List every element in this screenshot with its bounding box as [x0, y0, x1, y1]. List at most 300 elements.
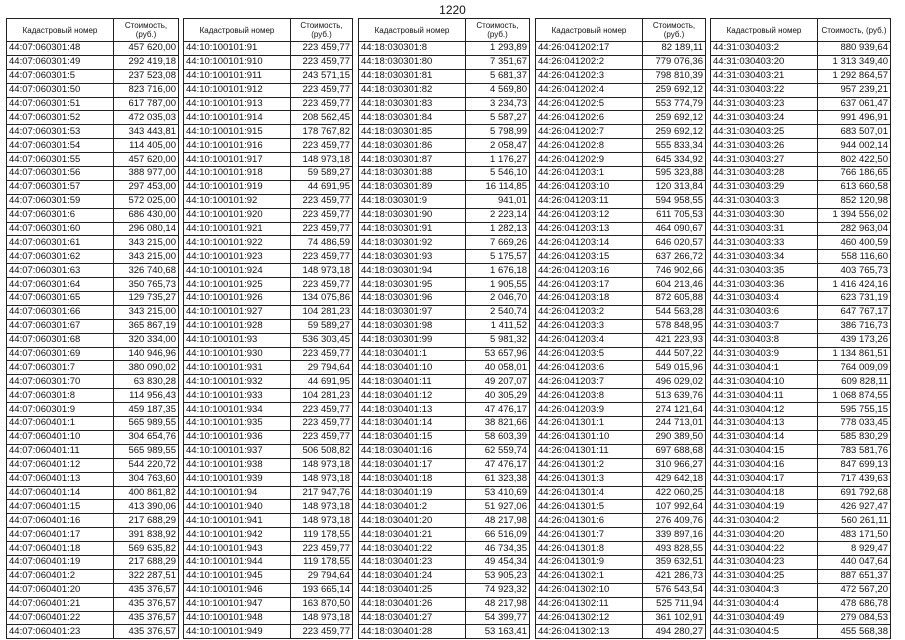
cadastral-number-cell: 44:31:030403:34: [711, 250, 818, 264]
cost-cell: 585 830,29: [818, 430, 891, 444]
cadastral-number-cell: 44:31:030403:21: [711, 69, 818, 83]
table-row: [184, 194, 353, 208]
table-row: [536, 167, 706, 181]
cadastral-number-cell: 44:10:100101:946: [184, 583, 291, 597]
cadastral-number-cell: 44:10:100101:921: [184, 222, 291, 236]
table-row: [184, 250, 353, 264]
cadastral-number-cell: 44:18:030401:12: [359, 389, 466, 403]
table-row: [711, 167, 891, 181]
cadastral-number-cell: 44:10:100101:910: [184, 55, 291, 69]
cost-cell: 148 973,18: [291, 153, 353, 167]
cadastral-number-cell: 44:31:030403:27: [711, 153, 818, 167]
table-row: [359, 514, 530, 528]
cost-cell: 276 409,76: [643, 514, 706, 528]
table-row: [711, 319, 891, 333]
table-row: [359, 305, 530, 319]
cadastral-number-cell: 44:26:041203:6: [536, 361, 643, 375]
cost-cell: 1 394 556,02: [818, 208, 891, 222]
cadastral-number-cell: 44:31:030403:24: [711, 111, 818, 125]
cadastral-number-cell: 44:10:100101:931: [184, 361, 291, 375]
cost-cell: 2 223,14: [466, 208, 530, 222]
cost-cell: 457 620,00: [114, 153, 179, 167]
cadastral-number-cell: 44:31:030403:8: [711, 333, 818, 347]
table-row: [7, 486, 179, 500]
cadastral-number-cell: 44:18:030401:17: [359, 458, 466, 472]
table-row: [7, 139, 179, 153]
cadastral-number-cell: 44:31:030403:4: [711, 292, 818, 306]
cadastral-number-cell: 44:31:030404:13: [711, 417, 818, 431]
table-row: [711, 555, 891, 569]
cadastral-number-cell: 44:31:030403:26: [711, 139, 818, 153]
cost-cell: 343 215,00: [114, 305, 179, 319]
cadastral-number-cell: 44:07:060301:54: [7, 139, 114, 153]
cost-cell: 421 223,93: [643, 333, 706, 347]
table-row: [359, 319, 530, 333]
table-row: [7, 625, 179, 639]
cadastral-number-cell: 44:07:060401:19: [7, 555, 114, 569]
cost-cell: 686 430,00: [114, 208, 179, 222]
cadastral-number-cell: 44:26:041302:12: [536, 611, 643, 625]
cadastral-number-cell: 44:31:030404:25: [711, 569, 818, 583]
table-row: [711, 236, 891, 250]
cadastral-number-cell: 44:26:041301:1: [536, 417, 643, 431]
cadastral-number-cell: 44:07:060401:18: [7, 542, 114, 556]
cost-cell: 148 973,18: [291, 472, 353, 486]
cadastral-number-cell: 44:07:060401:10: [7, 430, 114, 444]
cadastral-number-cell: 44:18:030401:23: [359, 555, 466, 569]
cost-cell: 455 568,38: [818, 625, 891, 639]
table-row: [359, 403, 530, 417]
table-row: [711, 583, 891, 597]
cost-cell: 343 443,81: [114, 125, 179, 139]
cost-cell: 1 293,89: [466, 42, 530, 56]
cost-cell: 223 459,77: [291, 208, 353, 222]
header-cadastral-number: Кадастровый номер: [711, 19, 818, 42]
table-row: [359, 83, 530, 97]
table-header-row: [359, 19, 530, 42]
table-row: [359, 347, 530, 361]
cadastral-number-cell: 44:18:030401:1: [359, 347, 466, 361]
table-row: [7, 417, 179, 431]
cost-cell: 565 989,55: [114, 417, 179, 431]
cost-cell: 558 116,60: [818, 250, 891, 264]
cost-cell: 217 688,29: [114, 514, 179, 528]
table-row: [359, 55, 530, 69]
cost-cell: 941,01: [466, 194, 530, 208]
table-row: [359, 236, 530, 250]
table-row: [536, 250, 706, 264]
table-row: [711, 611, 891, 625]
cost-cell: 237 523,08: [114, 69, 179, 83]
cadastral-number-cell: 44:31:030403:30: [711, 208, 818, 222]
cadastral-number-cell: 44:26:041301:4: [536, 486, 643, 500]
cadastral-number-cell: 44:31:030404:16: [711, 458, 818, 472]
table-row: [7, 180, 179, 194]
cadastral-number-cell: 44:26:041203:9: [536, 403, 643, 417]
table-row: [184, 278, 353, 292]
cadastral-number-cell: 44:26:041302:13: [536, 625, 643, 639]
cost-cell: 243 571,15: [291, 69, 353, 83]
table-row: [7, 319, 179, 333]
cost-cell: 802 422,50: [818, 153, 891, 167]
table-row: [536, 472, 706, 486]
cadastral-table-1: [6, 18, 179, 639]
cadastral-number-cell: 44:26:041301:9: [536, 555, 643, 569]
table-row: [536, 611, 706, 625]
cadastral-number-cell: 44:26:041301:8: [536, 542, 643, 556]
table-header-row: [184, 19, 353, 42]
cadastral-number-cell: 44:31:030404:5: [711, 625, 818, 639]
table-row: [536, 389, 706, 403]
cadastral-number-cell: 44:26:041203:17: [536, 278, 643, 292]
cadastral-number-cell: 44:18:030401:15: [359, 430, 466, 444]
header-cadastral-number: Кадастровый номер: [359, 19, 466, 42]
cost-cell: 140 946,96: [114, 347, 179, 361]
cost-cell: 2 046,70: [466, 292, 530, 306]
cost-cell: 572 025,00: [114, 194, 179, 208]
cadastral-number-cell: 44:07:060301:52: [7, 111, 114, 125]
table-row: [359, 486, 530, 500]
cost-cell: 193 665,14: [291, 583, 353, 597]
cadastral-number-cell: 44:31:030403:28: [711, 167, 818, 181]
cadastral-number-cell: 44:10:100101:927: [184, 305, 291, 319]
table-row: [711, 305, 891, 319]
cost-cell: 223 459,77: [291, 347, 353, 361]
table-row: [359, 167, 530, 181]
cadastral-number-cell: 44:18:030301:88: [359, 167, 466, 181]
table-row: [7, 236, 179, 250]
table-row: [7, 389, 179, 403]
cost-cell: 59 589,27: [291, 167, 353, 181]
table-row: [536, 625, 706, 639]
cadastral-number-cell: 44:31:030404:22: [711, 542, 818, 556]
cadastral-number-cell: 44:26:041202:5: [536, 97, 643, 111]
cadastral-number-cell: 44:18:030401:2: [359, 500, 466, 514]
cadastral-number-cell: 44:26:041203:15: [536, 250, 643, 264]
table-row: [7, 403, 179, 417]
cadastral-number-cell: 44:31:030403:20: [711, 55, 818, 69]
cost-cell: 74 486,59: [291, 236, 353, 250]
table-row: [359, 180, 530, 194]
cadastral-number-cell: 44:18:030301:87: [359, 153, 466, 167]
cost-cell: 29 794,64: [291, 569, 353, 583]
cost-cell: 44 691,95: [291, 180, 353, 194]
table-row: [7, 500, 179, 514]
table-row: [536, 278, 706, 292]
table-row: [711, 569, 891, 583]
cadastral-number-cell: 44:10:100101:917: [184, 153, 291, 167]
cadastral-number-cell: 44:26:041203:4: [536, 333, 643, 347]
cost-cell: 1 313 349,40: [818, 55, 891, 69]
cadastral-number-cell: 44:07:060401:16: [7, 514, 114, 528]
cost-cell: 53 410,69: [466, 486, 530, 500]
table-row: [359, 97, 530, 111]
cadastral-number-cell: 44:18:030401:24: [359, 569, 466, 583]
cadastral-number-cell: 44:10:100101:93: [184, 333, 291, 347]
table-row: [536, 153, 706, 167]
cadastral-number-cell: 44:31:030404:11: [711, 389, 818, 403]
cost-cell: 148 973,18: [291, 264, 353, 278]
cost-cell: 5 175,57: [466, 250, 530, 264]
cost-cell: 217 947,76: [291, 486, 353, 500]
cost-cell: 617 787,00: [114, 97, 179, 111]
table-row: [359, 430, 530, 444]
cadastral-number-cell: 44:18:030301:9: [359, 194, 466, 208]
cadastral-number-cell: 44:10:100101:922: [184, 236, 291, 250]
cost-cell: 403 765,73: [818, 264, 891, 278]
table-row: [184, 625, 353, 639]
cadastral-number-cell: 44:07:060301:48: [7, 42, 114, 56]
cadastral-number-cell: 44:07:060301:51: [7, 97, 114, 111]
cost-cell: 7 669,26: [466, 236, 530, 250]
cadastral-number-cell: 44:18:030301:97: [359, 305, 466, 319]
cost-cell: 46 734,35: [466, 542, 530, 556]
header-cost: Стоимость, (руб.): [643, 19, 706, 42]
table-row: [184, 139, 353, 153]
table-row: [7, 583, 179, 597]
cost-cell: 148 973,18: [291, 500, 353, 514]
cost-cell: 178 767,82: [291, 125, 353, 139]
cadastral-number-cell: 44:18:030301:90: [359, 208, 466, 222]
table-row: [359, 69, 530, 83]
cost-cell: 63 830,28: [114, 375, 179, 389]
cost-cell: 48 217,98: [466, 514, 530, 528]
cadastral-number-cell: 44:07:060401:12: [7, 458, 114, 472]
cost-cell: 163 870,50: [291, 597, 353, 611]
table-row: [7, 278, 179, 292]
table-row: [711, 389, 891, 403]
cadastral-number-cell: 44:07:060301:69: [7, 347, 114, 361]
cost-cell: 259 692,12: [643, 125, 706, 139]
cadastral-number-cell: 44:26:041202:9: [536, 153, 643, 167]
table-row: [184, 403, 353, 417]
table-row: [359, 194, 530, 208]
table-row: [184, 153, 353, 167]
cost-cell: 7 351,67: [466, 55, 530, 69]
cadastral-number-cell: 44:18:030401:25: [359, 583, 466, 597]
cost-cell: 40 305,29: [466, 389, 530, 403]
cadastral-number-cell: 44:18:030401:14: [359, 417, 466, 431]
cadastral-number-cell: 44:07:060301:67: [7, 319, 114, 333]
table-row: [711, 83, 891, 97]
cost-cell: 544 220,72: [114, 458, 179, 472]
cost-cell: 244 713,01: [643, 417, 706, 431]
cost-cell: 3 234,73: [466, 97, 530, 111]
cost-cell: 59 589,27: [291, 319, 353, 333]
cadastral-number-cell: 44:26:041202:2: [536, 55, 643, 69]
table-row: [7, 208, 179, 222]
cost-cell: 595 323,88: [643, 167, 706, 181]
cost-cell: 435 376,57: [114, 583, 179, 597]
table-row: [359, 611, 530, 625]
cost-cell: 380 090,02: [114, 361, 179, 375]
table-row: [7, 111, 179, 125]
cadastral-number-cell: 44:31:030403:31: [711, 222, 818, 236]
table-row: [7, 222, 179, 236]
cadastral-number-cell: 44:26:041203:5: [536, 347, 643, 361]
cost-cell: 435 376,57: [114, 611, 179, 625]
cadastral-number-cell: 44:07:060401:13: [7, 472, 114, 486]
table-row: [359, 208, 530, 222]
table-row: [7, 194, 179, 208]
cadastral-number-cell: 44:10:100101:941: [184, 514, 291, 528]
cost-cell: 646 020,57: [643, 236, 706, 250]
cadastral-number-cell: 44:18:030401:26: [359, 597, 466, 611]
table-row: [711, 347, 891, 361]
cost-cell: 569 635,82: [114, 542, 179, 556]
cost-cell: 576 543,54: [643, 583, 706, 597]
cadastral-number-cell: 44:26:041203:2: [536, 305, 643, 319]
table-row: [359, 444, 530, 458]
cadastral-number-cell: 44:26:041202:8: [536, 139, 643, 153]
cost-cell: 104 281,23: [291, 389, 353, 403]
table-row: [7, 611, 179, 625]
cost-cell: 361 102,91: [643, 611, 706, 625]
cost-cell: 49 207,07: [466, 375, 530, 389]
cost-cell: 53 905,23: [466, 569, 530, 583]
cadastral-number-cell: 44:18:030301:83: [359, 97, 466, 111]
cadastral-table-3: [358, 18, 530, 639]
table-row: [359, 625, 530, 639]
cost-cell: 565 989,55: [114, 444, 179, 458]
cost-cell: 872 605,88: [643, 292, 706, 306]
table-row: [359, 264, 530, 278]
table-header-row: [536, 19, 706, 42]
table-row: [711, 42, 891, 56]
cost-cell: 208 562,45: [291, 111, 353, 125]
table-row: [184, 472, 353, 486]
table-row: [7, 569, 179, 583]
table-row: [711, 542, 891, 556]
cost-cell: 647 767,17: [818, 305, 891, 319]
table-row: [359, 597, 530, 611]
cost-cell: 798 810,39: [643, 69, 706, 83]
table-row: [359, 389, 530, 403]
cost-cell: 339 897,16: [643, 528, 706, 542]
table-row: [7, 375, 179, 389]
cost-cell: 53 657,96: [466, 347, 530, 361]
cost-cell: 223 459,77: [291, 194, 353, 208]
table-row: [184, 236, 353, 250]
cadastral-number-cell: 44:10:100101:924: [184, 264, 291, 278]
cadastral-number-cell: 44:10:100101:937: [184, 444, 291, 458]
cadastral-number-cell: 44:10:100101:948: [184, 611, 291, 625]
table-row: [536, 597, 706, 611]
table-row: [536, 319, 706, 333]
cost-cell: 279 084,53: [818, 611, 891, 625]
cost-cell: 148 973,18: [291, 514, 353, 528]
cost-cell: 493 828,55: [643, 542, 706, 556]
table-row: [536, 222, 706, 236]
cost-cell: 44 691,95: [291, 375, 353, 389]
table-row: [184, 361, 353, 375]
cost-cell: 326 740,68: [114, 264, 179, 278]
cadastral-number-cell: 44:07:060401:15: [7, 500, 114, 514]
cadastral-number-cell: 44:26:041302:10: [536, 583, 643, 597]
cost-cell: 637 266,72: [643, 250, 706, 264]
cadastral-number-cell: 44:10:100101:947: [184, 597, 291, 611]
header-cadastral-number: Кадастровый номер: [536, 19, 643, 42]
table-row: [184, 208, 353, 222]
cost-cell: 422 060,25: [643, 486, 706, 500]
cadastral-number-cell: 44:10:100101:912: [184, 83, 291, 97]
table-row: [711, 97, 891, 111]
cadastral-number-cell: 44:31:030404:14: [711, 430, 818, 444]
cost-cell: 48 217,98: [466, 597, 530, 611]
cost-cell: 991 496,91: [818, 111, 891, 125]
cost-cell: 47 476,17: [466, 458, 530, 472]
table-row: [536, 375, 706, 389]
cost-cell: 62 559,74: [466, 444, 530, 458]
table-row: [536, 458, 706, 472]
cost-cell: 847 699,13: [818, 458, 891, 472]
table-row: [359, 125, 530, 139]
cadastral-number-cell: 44:26:041203:14: [536, 236, 643, 250]
table-row: [7, 292, 179, 306]
cadastral-number-cell: 44:26:041202:4: [536, 83, 643, 97]
table-row: [359, 555, 530, 569]
cadastral-number-cell: 44:31:030403:25: [711, 125, 818, 139]
cadastral-number-cell: 44:07:060301:8: [7, 389, 114, 403]
cost-cell: 683 507,01: [818, 125, 891, 139]
cost-cell: 1 416 424,16: [818, 278, 891, 292]
cadastral-number-cell: 44:31:030404:15: [711, 444, 818, 458]
table-row: [359, 583, 530, 597]
table-row: [711, 250, 891, 264]
cost-cell: 386 716,73: [818, 319, 891, 333]
table-row: [7, 125, 179, 139]
cadastral-number-cell: 44:10:100101:934: [184, 403, 291, 417]
cost-cell: 1 292 864,57: [818, 69, 891, 83]
cadastral-number-cell: 44:10:100101:945: [184, 569, 291, 583]
cost-cell: 54 399,77: [466, 611, 530, 625]
cost-cell: 343 215,00: [114, 236, 179, 250]
table-row: [359, 472, 530, 486]
cadastral-number-cell: 44:18:030301:98: [359, 319, 466, 333]
cadastral-number-cell: 44:07:060301:55: [7, 153, 114, 167]
cost-cell: 496 029,02: [643, 375, 706, 389]
header-cost: Стоимость, (руб.): [114, 19, 179, 42]
cadastral-number-cell: 44:07:060301:63: [7, 264, 114, 278]
cadastral-number-cell: 44:10:100101:940: [184, 500, 291, 514]
cost-cell: 555 833,34: [643, 139, 706, 153]
table-row: [359, 292, 530, 306]
cadastral-number-cell: 44:26:041203:13: [536, 222, 643, 236]
cost-cell: 223 459,77: [291, 250, 353, 264]
cadastral-table-2: [183, 18, 353, 639]
cost-cell: 637 061,47: [818, 97, 891, 111]
cadastral-number-cell: 44:31:030403:2: [711, 42, 818, 56]
cadastral-number-cell: 44:18:030401:27: [359, 611, 466, 625]
cost-cell: 61 323,38: [466, 472, 530, 486]
cadastral-number-cell: 44:18:030301:91: [359, 222, 466, 236]
table-header-row: [711, 19, 891, 42]
table-row: [711, 458, 891, 472]
cost-cell: 611 705,53: [643, 208, 706, 222]
cadastral-number-cell: 44:31:030403:29: [711, 180, 818, 194]
table-row: [7, 97, 179, 111]
cadastral-number-cell: 44:10:100101:915: [184, 125, 291, 139]
cadastral-number-cell: 44:18:030401:11: [359, 375, 466, 389]
table-row: [711, 486, 891, 500]
table-header-row: [7, 19, 179, 42]
cadastral-number-cell: 44:18:030401:28: [359, 625, 466, 639]
cost-cell: 290 389,50: [643, 430, 706, 444]
cadastral-number-cell: 44:10:100101:92: [184, 194, 291, 208]
table-row: [184, 458, 353, 472]
table-row: [711, 222, 891, 236]
table-row: [7, 69, 179, 83]
